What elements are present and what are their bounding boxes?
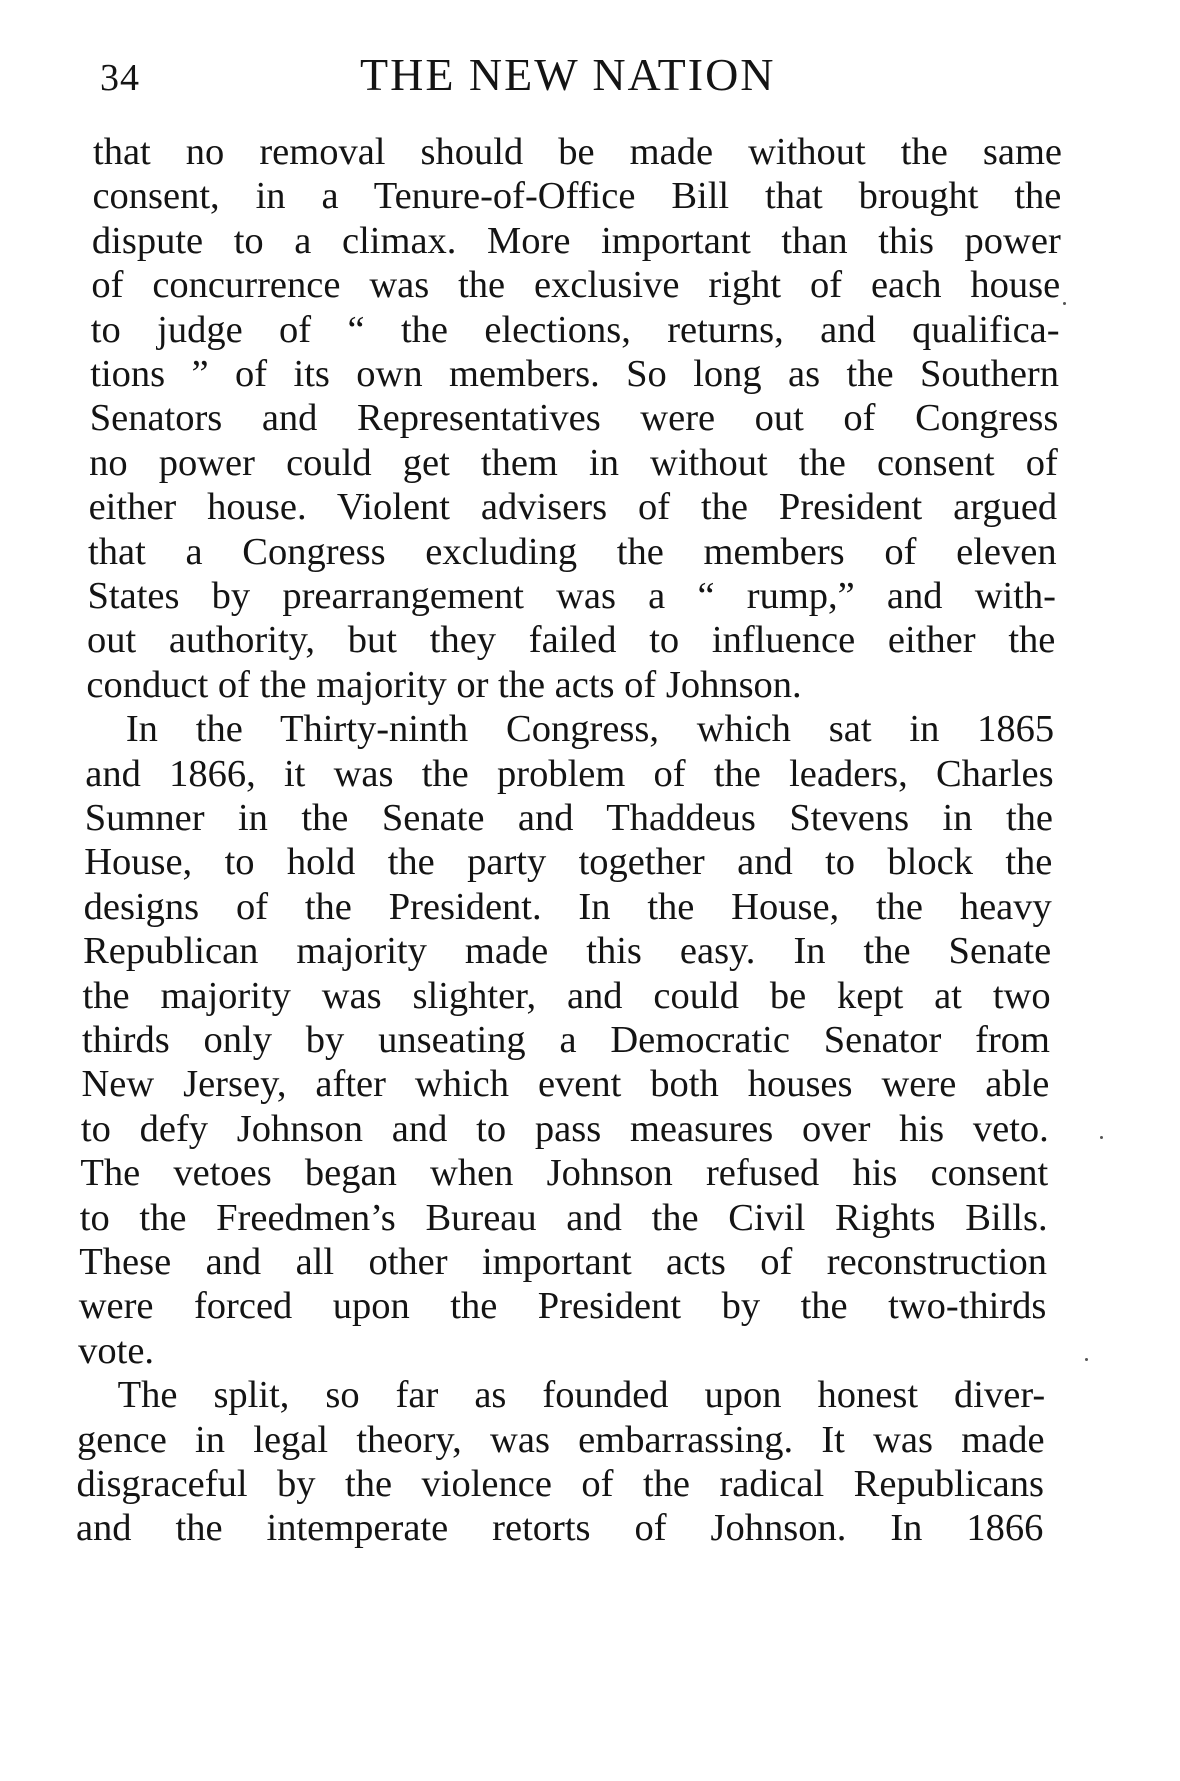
text-line: The split, so far as founded upon honest diver- [117,1374,1046,1417]
text-line: thirds only by unseating a Democratic Senator from [82,1019,1050,1061]
text-line: These and all other important acts of reconstruction [79,1241,1047,1283]
text-line: the majority was slighter, and could be kept at two [82,974,1051,1017]
text-line: gence in legal theory, was embarrassing. It was made [77,1418,1045,1461]
text-line: that a Congress excluding the members of eleven [88,530,1057,573]
stray-mark [1100,1136,1103,1139]
running-head [100,48,1080,108]
text-line: to judge of “ the elections, returns, and qualifica- [90,308,1060,351]
text-line: out authority, but they failed to influence either the [86,619,1056,662]
text-line: States by prearrangement was a “ rump,” and with- [87,575,1056,617]
text-line: of concurrence was the exclusive right of each house [91,264,1061,307]
text-line: that no removal should be made without the same [93,131,1062,173]
text-line: tions ” of its own members. So long as the Southern [90,353,1059,395]
text-line: were forced upon the President by the two-thirds [78,1285,1047,1328]
text-line: In the Thirty-ninth Congress, which sat in 1865 [125,708,1055,751]
text-line: conduct of the majority or the acts of Johnson. [86,663,802,706]
text-line: no power could get them in without the consent of [89,441,1058,484]
text-line: New Jersey, after which event both houses were able [81,1063,1050,1106]
text-line: Senators and Representatives were out of Congress [89,397,1059,440]
text-line: and 1866, it was the problem of the leaders, Charles [85,752,1054,795]
stray-mark [1063,302,1066,305]
text-line: designs of the President. In the House, the heavy [83,885,1052,928]
text-line: The vetoes began when Johnson refused his consent [80,1152,1049,1195]
page-number: 34 [100,57,140,99]
text-line: disgraceful by the violence of the radical Republicans [76,1463,1044,1505]
text-line: dispute to a climax. More important than this power [91,219,1061,262]
text-line: either house. Violent advisers of the President argued [88,486,1058,529]
text-line: House, to hold the party together and to block the [84,841,1053,884]
text-line: consent, in a Tenure-of-Office Bill that brought the [92,175,1062,218]
text-line: to the Freedmen’s Bureau and the Civil Rights Bills. [79,1196,1048,1239]
text-line: Sumner in the Senate and Thaddeus Stevens in the [84,797,1053,839]
text-line: vote. [78,1329,155,1372]
stray-mark [1085,1358,1088,1361]
text-line: to defy Johnson and to pass measures over his veto. [80,1107,1049,1150]
text-line: and the intemperate retorts of Johnson. In 1866 [75,1507,1044,1550]
text-line: Republican majority made this easy. In the Senate [83,930,1052,973]
running-title: THE NEW NATION [360,49,776,100]
